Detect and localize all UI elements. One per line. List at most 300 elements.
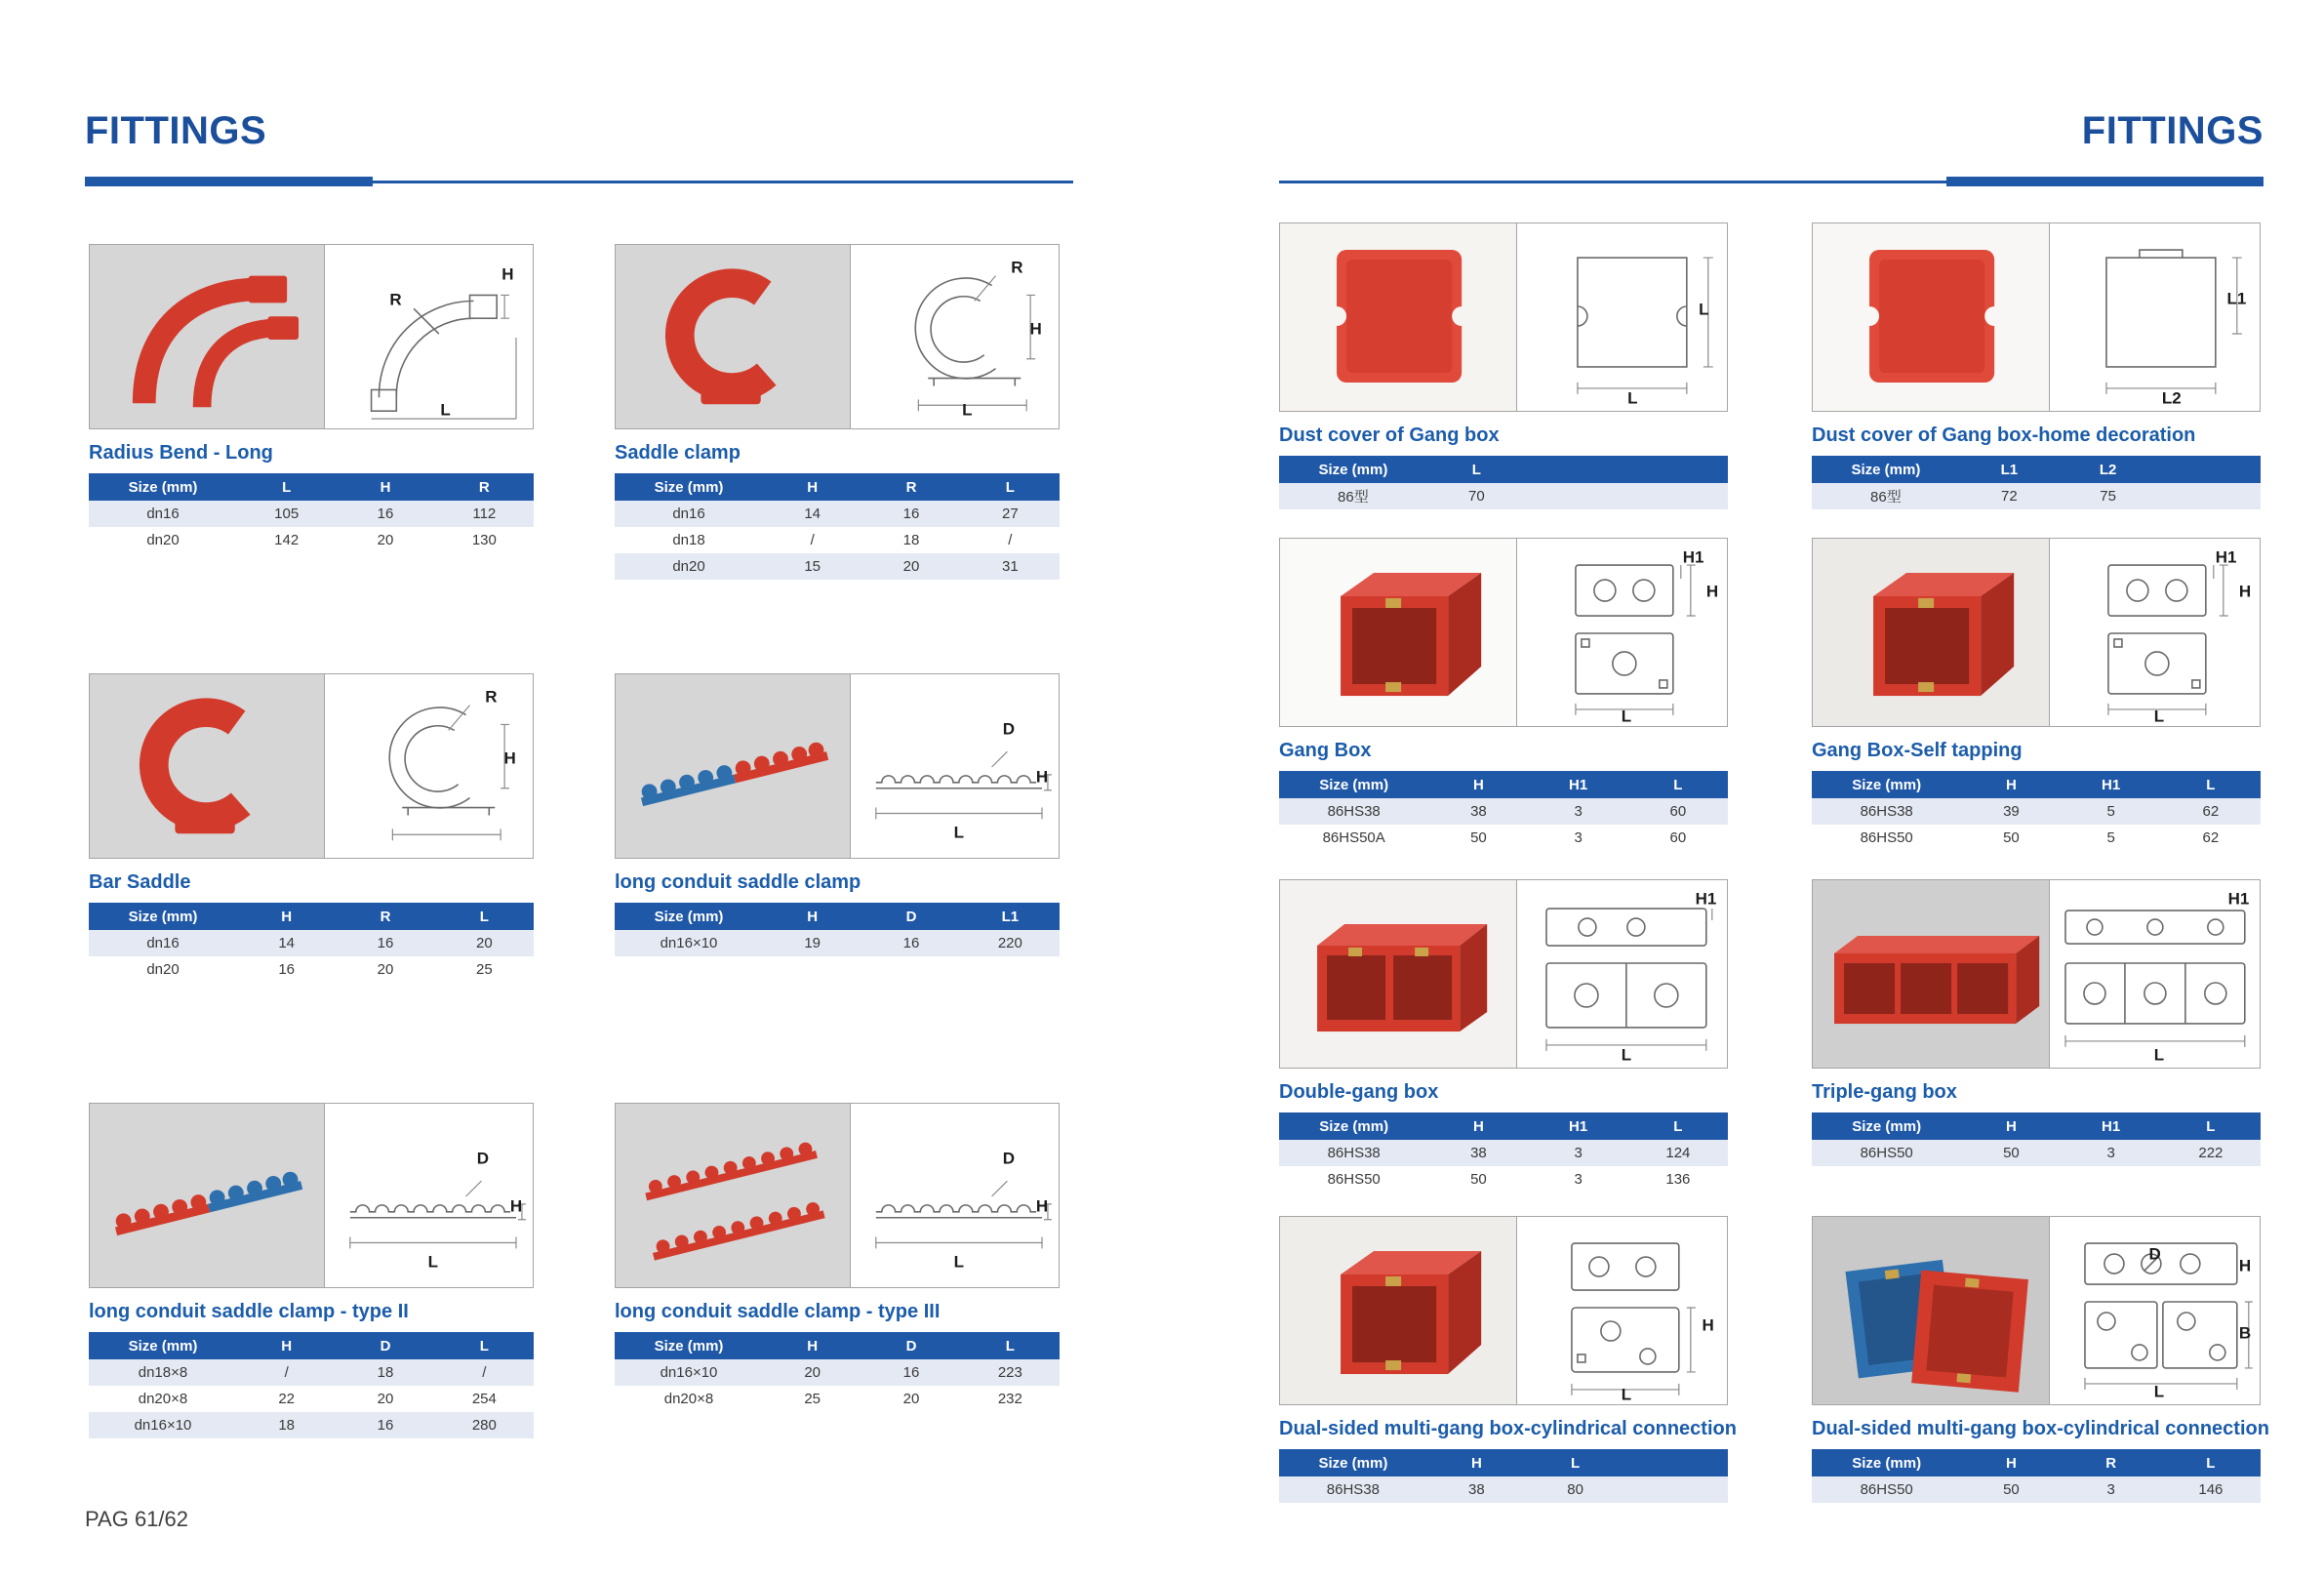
dimension-label: H [2238,582,2252,601]
table-cell: 86HS38 [1860,803,1913,820]
product-cell [1279,538,1728,851]
table-row [89,1412,534,1438]
product-technical-drawing [2049,1217,2260,1404]
table-header-cell: L [237,473,336,501]
spec-table [89,903,534,983]
table-cell: 18 [278,1417,295,1434]
table-cell: 130 [471,532,497,548]
dimension-label: H1 [1682,547,1704,567]
product-cell [615,673,1060,956]
table-header-cell: H [1428,771,1528,798]
table-row [615,501,1060,527]
product-photo [1813,880,2049,1068]
table-cell: 124 [1665,1145,1691,1161]
table-header-cell: Size (mm) [1279,1449,1427,1476]
product-title: Triple-gang box [1812,1081,1957,1103]
product-image-panel [1812,222,2261,412]
product-cell [1279,1216,1737,1503]
table-cell: 80 [1567,1481,1583,1498]
table-cell: 50 [2003,829,2020,846]
table-header-cell: D [861,903,960,930]
table-cell-filler [1526,483,1728,509]
product-photo [1813,223,2049,411]
product-title: Gang Box-Self tapping [1812,740,2023,761]
product-title: Radius Bend - Long [89,442,273,464]
table-row [1279,483,1728,509]
table-row [1279,798,1728,825]
dimension-label: L [1699,300,1709,319]
table-header-cell: H [237,903,336,930]
product-photo [616,1104,850,1287]
dimension-label: L [953,1252,964,1272]
table-header-filler [2157,456,2261,483]
table-cell: dn18 [672,532,705,548]
table-cell: dn16×10 [134,1417,192,1434]
product-image-panel [615,1103,1060,1288]
table-cell: 3 [1574,1171,1583,1188]
product-technical-drawing [2049,223,2260,411]
product-technical-drawing [850,1104,1059,1287]
dimension-label: H [1705,582,1719,601]
header-rule-thick [1946,177,2264,186]
table-cell: 50 [1470,829,1487,846]
table-header-cell: H1 [1529,771,1628,798]
product-cell [1812,1216,2269,1503]
table-cell: 86HS38 [1327,803,1381,820]
spec-table [1279,1112,1728,1193]
table-cell: 16 [377,505,394,522]
table-header-cell: L [1628,771,1728,798]
table-cell: 223 [997,1364,1022,1381]
spec-table [1812,771,2261,851]
product-cell [89,244,534,553]
spec-table [89,473,534,553]
table-cell: 25 [804,1391,821,1407]
table-cell: 280 [471,1417,497,1434]
table-cell: 16 [902,505,920,522]
table-cell: 50 [1470,1171,1487,1188]
table-cell: 16 [377,1417,394,1434]
table-row [615,1359,1060,1386]
dimension-label: H [1702,1315,1714,1335]
spec-table [1279,771,1728,851]
table-cell: 136 [1665,1171,1691,1188]
table-header-cell: H [763,473,861,501]
dimension-label: H [2238,1256,2252,1275]
product-technical-drawing [1516,539,1727,726]
table-cell: dn20 [146,961,180,978]
table-row [1279,1140,1728,1166]
product-photo [90,245,324,428]
table-header-cell: R [336,903,434,930]
table-cell: 232 [997,1391,1022,1407]
product-photo [1280,1217,1516,1404]
dimension-label: L2 [2161,388,2182,408]
table-row [89,1386,534,1412]
product-technical-drawing [850,245,1059,428]
product-technical-drawing [850,674,1059,858]
table-cell: 3 [1574,803,1583,820]
table-cell: 60 [1669,803,1687,820]
table-cell: 38 [1468,1481,1485,1498]
product-technical-drawing [2049,539,2260,726]
table-cell: dn16 [146,505,180,522]
table-cell: 19 [804,935,821,951]
product-photo [1813,1217,2049,1404]
table-row [1812,483,2261,509]
spec-table [615,1332,1060,1412]
table-header-cell: R [435,473,534,501]
table-cell: 14 [278,935,295,951]
product-cell [1279,879,1728,1193]
table-cell: 15 [804,558,821,575]
table-cell: 146 [2198,1481,2224,1498]
spec-table [1279,1449,1728,1503]
dimension-label: L [2153,1045,2165,1065]
spec-table [89,1332,534,1438]
table-cell: 86HS38 [1327,1145,1381,1161]
table-header-cell: L [435,903,534,930]
table-header-cell: L [961,473,1060,501]
product-title: Dual-sided multi-gang box-cylindrical connection [1279,1418,1737,1439]
table-cell: 222 [2198,1145,2224,1161]
table-cell: 86HS38 [1326,1481,1380,1498]
product-image-panel [1812,879,2261,1069]
product-cell [1812,538,2261,851]
product-image-panel [89,1103,534,1288]
table-cell: 20 [377,961,394,978]
header-rule-thick [85,177,373,186]
table-header-cell: R [861,473,960,501]
product-image-panel [89,244,534,429]
product-cell [1279,222,1728,509]
dimension-label: H [503,748,516,768]
dimension-label: D [1002,719,1016,739]
table-cell: 50 [2003,1481,2020,1498]
table-header-cell: L [2161,771,2261,798]
table-header-cell: H [1961,1449,2061,1476]
table-row [89,527,534,553]
table-row [1279,1166,1728,1193]
table-cell: dn16 [146,935,180,951]
table-cell: 3 [1574,829,1583,846]
dimension-label: H [1035,1196,1049,1216]
table-cell: 112 [472,505,497,522]
table-cell: 3 [1574,1145,1583,1161]
table-row [89,501,534,527]
table-cell: / [482,1364,487,1381]
dimension-label: L [2153,1382,2165,1401]
table-header-cell: Size (mm) [1812,1112,1961,1140]
table-cell-filler [2157,483,2261,509]
page-title: FITTINGS [2081,109,2264,152]
table-cell: 86HS50 [1860,829,1913,846]
table-header-cell: Size (mm) [1279,456,1427,483]
product-image-panel [1279,879,1728,1069]
footer-page-number: PAG 61/62 [85,1507,188,1531]
table-cell: 75 [2100,488,2116,505]
table-cell: dn16×10 [660,1364,718,1381]
table-header-cell: Size (mm) [615,473,763,501]
table-cell: 16 [278,961,295,978]
product-technical-drawing [1516,223,1727,411]
spec-table [615,903,1060,956]
table-cell: 18 [902,532,920,548]
product-cell [1812,879,2261,1166]
table-cell: 62 [2202,803,2220,820]
table-header-cell: H [763,903,861,930]
dimension-label: H [501,264,514,284]
table-row [615,527,1060,553]
table-cell: dn20×8 [663,1391,714,1407]
table-row [1812,798,2261,825]
product-title: long conduit saddle clamp - type III [615,1301,941,1322]
table-cell-filler [1624,1476,1728,1503]
table-header-cell: L2 [2059,456,2157,483]
table-header-cell: Size (mm) [615,903,763,930]
spec-table [615,473,1060,580]
product-title: Double-gang box [1279,1081,1439,1103]
table-header-cell: H [1961,1112,2061,1140]
table-cell: 5 [2106,803,2115,820]
table-header-cell: H1 [1529,1112,1628,1140]
product-photo [616,674,850,858]
table-cell: 20 [804,1364,821,1381]
dimension-label: L [953,823,964,842]
table-cell: 20 [902,1391,920,1407]
table-cell: 86HS50 [1327,1171,1381,1188]
dimension-label: H [1029,319,1042,339]
dimension-label: H [1035,767,1049,787]
product-title: Gang Box [1279,740,1372,761]
table-header-cell: L [961,1332,1060,1359]
product-technical-drawing [1516,880,1727,1068]
table-cell: dn20 [146,532,180,548]
table-cell: 220 [997,935,1022,951]
table-cell: 3 [2106,1145,2115,1161]
product-title: Dust cover of Gang box-home decoration [1812,425,2196,446]
table-row [89,1359,534,1386]
table-header-cell: H [1961,771,2061,798]
table-cell: 86HS50 [1860,1481,1913,1498]
spec-table [1812,1112,2261,1166]
table-header-cell: Size (mm) [1279,771,1428,798]
table-cell: dn20 [672,558,705,575]
table-header-cell: Size (mm) [1812,771,1961,798]
product-photo [616,245,850,428]
table-header-cell: L [1427,456,1526,483]
table-cell: 72 [2001,488,2018,505]
table-cell: 20 [377,1391,394,1407]
product-title: Dust cover of Gang box [1279,425,1500,446]
product-cell [89,1103,534,1438]
table-cell: 254 [471,1391,497,1407]
table-header-cell: L1 [961,903,1060,930]
dimension-label: R [389,290,402,309]
dimension-label: H [509,1196,523,1216]
table-cell: 38 [1470,1145,1487,1161]
table-header-cell: Size (mm) [89,1332,237,1359]
spec-table [1812,1449,2261,1503]
table-header-cell: H1 [2062,771,2161,798]
table-header-cell: H [763,1332,861,1359]
table-cell: 3 [2106,1481,2115,1498]
dimension-label: D [476,1149,490,1168]
table-header-cell: L [1628,1112,1728,1140]
product-image-panel [1279,538,1728,727]
table-header-cell: Size (mm) [1279,1112,1428,1140]
product-image-panel [1279,1216,1728,1405]
table-cell: dn16×10 [660,935,718,951]
table-row [89,956,534,983]
product-title: Saddle clamp [615,442,741,464]
product-technical-drawing [1516,1217,1727,1404]
table-cell: dn18×8 [138,1364,188,1381]
header-underline [1279,176,2264,187]
table-cell: 70 [1468,488,1485,505]
product-technical-drawing [2049,880,2260,1068]
table-header-cell: H [1427,1449,1526,1476]
table-header-cell: Size (mm) [89,903,237,930]
product-photo [1813,539,2049,726]
product-photo [90,1104,324,1287]
table-cell: 22 [278,1391,295,1407]
table-header-cell: L [435,1332,534,1359]
product-photo [1280,880,1516,1068]
product-cell [89,673,534,983]
dimension-label: D [1002,1149,1016,1168]
table-header-cell: D [336,1332,434,1359]
dimension-label: H1 [1695,889,1717,909]
dimension-label: H1 [2215,547,2237,567]
dimension-label: L [427,1252,438,1272]
table-cell: 142 [274,532,300,548]
table-cell: 39 [2003,803,2020,820]
dimension-label: H1 [2227,889,2250,909]
table-header-cell: L [2161,1449,2261,1476]
product-photo [90,674,324,858]
page-title: FITTINGS [85,109,267,152]
table-header-cell: H [237,1332,336,1359]
table-cell: 5 [2106,829,2115,846]
dimension-label: B [2238,1323,2252,1343]
table-header-cell: Size (mm) [1812,1449,1961,1476]
table-header-filler [1526,456,1728,483]
table-header-cell: D [861,1332,960,1359]
product-image-panel [615,244,1060,429]
spec-table [1279,456,1728,509]
table-cell: 16 [902,1364,920,1381]
dimension-label: L [1621,707,1632,726]
table-cell: 20 [902,558,920,575]
dimension-label: L1 [2226,289,2247,308]
product-technical-drawing [324,674,533,858]
table-cell: / [1008,532,1013,548]
product-title: long conduit saddle clamp [615,871,861,893]
table-cell: dn16 [672,505,705,522]
table-header-cell: L [1526,1449,1624,1476]
product-photo [1280,539,1516,726]
table-cell: 25 [475,961,493,978]
product-image-panel [1279,222,1728,412]
table-header-filler [1624,1449,1728,1476]
table-row [1812,1476,2261,1503]
dimension-label: D [2148,1244,2161,1264]
table-cell: 105 [274,505,300,522]
table-cell: 27 [1001,505,1019,522]
table-header-cell: L [2161,1112,2261,1140]
table-cell: 86型 [1870,489,1902,505]
table-cell: dn20×8 [138,1391,188,1407]
table-row [615,1386,1060,1412]
table-cell: 60 [1669,829,1687,846]
table-header-cell: Size (mm) [1812,456,1960,483]
table-cell: 31 [1001,558,1019,575]
product-technical-drawing [324,245,533,428]
table-row [1279,825,1728,851]
table-row [1812,1140,2261,1166]
product-image-panel [1812,538,2261,727]
table-cell: 50 [2003,1145,2020,1161]
product-title: Bar Saddle [89,871,191,893]
table-cell: 86HS50 [1860,1145,1913,1161]
product-photo [1280,223,1516,411]
table-cell: 18 [377,1364,394,1381]
table-cell: 62 [2202,829,2220,846]
dimension-label: L [2153,707,2165,726]
dimension-label: L [1621,1045,1632,1065]
table-header-cell: Size (mm) [615,1332,763,1359]
dimension-label: R [485,687,498,707]
dimension-label: R [1011,258,1023,277]
table-cell: 38 [1470,803,1487,820]
header-underline [85,176,1073,187]
table-row [615,930,1060,956]
dimension-label: L [1627,388,1638,408]
dimension-label: L [1621,1385,1632,1404]
product-image-panel [615,673,1060,859]
table-row [1812,825,2261,851]
table-header-cell: R [2062,1449,2161,1476]
table-header-cell: H1 [2062,1112,2161,1140]
table-row [89,930,534,956]
table-header-cell: H [1428,1112,1528,1140]
product-cell [1812,222,2261,509]
product-cell [615,1103,1060,1412]
table-cell: / [284,1364,289,1381]
spec-table [1812,456,2261,509]
table-row [615,553,1060,580]
product-cell [615,244,1060,580]
product-title: long conduit saddle clamp - type II [89,1301,409,1322]
table-cell: 86HS50A [1322,829,1385,846]
table-cell: 86型 [1338,489,1369,505]
table-row [1279,1476,1728,1503]
table-header-cell: H [336,473,434,501]
product-technical-drawing [324,1104,533,1287]
product-title: Dual-sided multi-gang box-cylindrical connection [1812,1418,2269,1439]
table-header-cell: L1 [1960,456,2059,483]
table-cell: 16 [377,935,394,951]
table-cell: 14 [804,505,821,522]
product-image-panel [89,673,534,859]
table-cell: 16 [902,935,920,951]
dimension-label: L [962,400,973,420]
table-cell: / [810,532,815,548]
dimension-label: L [440,400,451,420]
table-cell: 20 [475,935,493,951]
table-header-cell: Size (mm) [89,473,237,501]
